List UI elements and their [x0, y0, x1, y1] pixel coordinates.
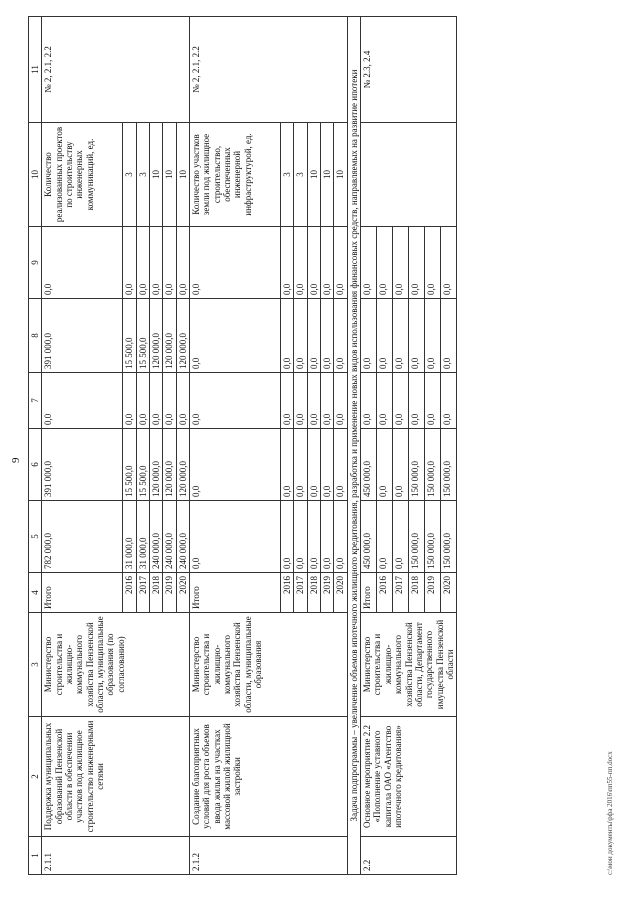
year-cell: 2017 [393, 573, 409, 613]
header-cell: 7 [29, 373, 42, 429]
value-cell: 0,0 [377, 373, 393, 429]
year-cell: 2018 [150, 573, 163, 613]
row-id: 2.1.1 [42, 837, 190, 875]
value-cell: 0,0 [294, 299, 307, 373]
indicator-value: 10 [163, 123, 176, 227]
value-cell: 0,0 [42, 373, 123, 429]
indicator-empty [361, 123, 457, 227]
value-cell: 0,0 [393, 501, 409, 573]
row-id: 2.2 [361, 837, 457, 875]
value-cell: 0,0 [163, 227, 176, 299]
year-cell: 2020 [334, 573, 347, 613]
header-cell: 4 [29, 573, 42, 613]
value-cell: 0,0 [42, 227, 123, 299]
header-cell: 10 [29, 123, 42, 227]
value-cell: 0,0 [281, 373, 294, 429]
value-cell: 0,0 [361, 373, 377, 429]
value-cell: 120 000,0 [163, 429, 176, 501]
year-cell: 2019 [163, 573, 176, 613]
indicator-value: 10 [334, 123, 347, 227]
value-cell: 0,0 [334, 373, 347, 429]
executor: Министерство строительства и жилищно-коммунального хозяйства Пензенской области, Департамент государственного имущества Пензенской области [361, 613, 457, 717]
value-cell: 0,0 [176, 227, 189, 299]
indicator: Количество реализованных проектов по строительству инженерных коммуникаций, ед. [42, 123, 123, 227]
value-cell: 15 500,0 [123, 429, 136, 501]
value-cell: 0,0 [409, 227, 425, 299]
year-cell: 2016 [123, 573, 136, 613]
value-cell: 0,0 [377, 501, 393, 573]
measure-name: Поддержка муниципальных образований Пензенской области в обеспечении участков под жилищное строительство инженерными сетями [42, 717, 190, 837]
measure-name: Основное мероприятие 2.2 «Пополнение уставного капитала ОАО «Агентство ипотечного кредитования» [361, 717, 457, 837]
value-cell: 150 000,0 [441, 429, 457, 501]
value-cell: 120 000,0 [176, 429, 189, 501]
task-row [347, 17, 360, 875]
value-cell: 0,0 [150, 373, 163, 429]
header-cell: 9 [29, 227, 42, 299]
year-cell: 2017 [294, 573, 307, 613]
program-table [28, 16, 457, 875]
value-cell: 150 000,0 [409, 501, 425, 573]
indicator-value: 10 [321, 123, 334, 227]
table-row [42, 17, 123, 875]
header-cell: 3 [29, 613, 42, 717]
value-cell: 0,0 [321, 501, 334, 573]
indicator-value: 3 [294, 123, 307, 227]
indicator-value: 3 [281, 123, 294, 227]
header-cell: 6 [29, 429, 42, 501]
value-cell: 150 000,0 [425, 429, 441, 501]
period-cell: Итого [361, 573, 377, 613]
value-cell: 120 000,0 [150, 429, 163, 501]
indicator-value: 3 [123, 123, 136, 227]
value-cell: 0,0 [190, 373, 281, 429]
value-cell: 0,0 [281, 501, 294, 573]
value-cell: 0,0 [393, 373, 409, 429]
value-cell: 0,0 [190, 299, 281, 373]
header-cell: 5 [29, 501, 42, 573]
value-cell: 120 000,0 [150, 299, 163, 373]
header-cell: 2 [29, 717, 42, 837]
year-cell: 2020 [176, 573, 189, 613]
value-cell: 150 000,0 [441, 501, 457, 573]
value-cell: 0,0 [393, 429, 409, 501]
year-cell: 2020 [441, 573, 457, 613]
value-cell: 150 000,0 [425, 501, 441, 573]
reference: № 2, 2.1, 2.2 [42, 17, 190, 123]
value-cell: 450 000,0 [361, 429, 377, 501]
indicator: Количество участков земли под жилищное строительство, обеспеченных инженерной инфраструктурой, ед. [190, 123, 281, 227]
value-cell: 0,0 [409, 373, 425, 429]
value-cell: 0,0 [441, 373, 457, 429]
value-cell: 240 000,0 [150, 501, 163, 573]
value-cell: 0,0 [281, 299, 294, 373]
value-cell: 0,0 [441, 227, 457, 299]
header-cell: 1 [29, 837, 42, 875]
year-cell: 2017 [136, 573, 149, 613]
value-cell: 391 000,0 [42, 429, 123, 501]
value-cell: 0,0 [307, 227, 320, 299]
executor: Министерство строительства и жилищно-коммунального хозяйства Пензенской области, муниципальные образования [190, 613, 348, 717]
row-id: 2.1.2 [190, 837, 348, 875]
value-cell: 31 000,0 [123, 501, 136, 573]
task-text: Задача подпрограммы – увеличение объемов ипотечного жилищного кредитования, разработка и применение новых видов использования финансовых средств, направляемых на развитие ипотеки [347, 17, 360, 875]
value-cell: 0,0 [190, 429, 281, 501]
value-cell: 120 000,0 [163, 299, 176, 373]
year-cell: 2018 [409, 573, 425, 613]
period-cell: Итого [190, 573, 281, 613]
reference: № 2.3, 2.4 [361, 17, 457, 123]
value-cell: 0,0 [393, 299, 409, 373]
value-cell: 0,0 [190, 227, 281, 299]
value-cell: 0,0 [334, 299, 347, 373]
value-cell: 0,0 [321, 227, 334, 299]
value-cell: 0,0 [377, 299, 393, 373]
header-cell: 11 [29, 17, 42, 123]
value-cell: 150 000,0 [409, 429, 425, 501]
value-cell: 0,0 [425, 373, 441, 429]
footer-file-path: c:\мои документы\рфа 2016\пп55-пп.docx [606, 751, 614, 875]
value-cell: 782 000,0 [42, 501, 123, 573]
executor: Министерство строительства и жилищно-коммунального хозяйства Пензенской области, муниципальные образования (по согласованию) [42, 613, 190, 717]
year-cell: 2016 [281, 573, 294, 613]
measure-name: Создание благоприятных условий для роста объемов ввода жилья на участках массовой жилой жилищной застройки [190, 717, 348, 837]
period-cell: Итого [42, 573, 123, 613]
value-cell: 0,0 [334, 429, 347, 501]
header-row [29, 17, 42, 875]
value-cell: 0,0 [163, 373, 176, 429]
value-cell: 31 000,0 [136, 501, 149, 573]
value-cell: 391 000,0 [42, 299, 123, 373]
value-cell: 120 000,0 [176, 299, 189, 373]
value-cell: 0,0 [321, 299, 334, 373]
header-cell: 8 [29, 299, 42, 373]
value-cell: 240 000,0 [176, 501, 189, 573]
year-cell: 2018 [307, 573, 320, 613]
value-cell: 0,0 [294, 429, 307, 501]
value-cell: 0,0 [150, 227, 163, 299]
year-cell: 2019 [321, 573, 334, 613]
indicator-value: 10 [307, 123, 320, 227]
value-cell: 15 500,0 [136, 429, 149, 501]
value-cell: 0,0 [409, 299, 425, 373]
value-cell: 0,0 [294, 373, 307, 429]
value-cell: 0,0 [123, 373, 136, 429]
value-cell: 240 000,0 [163, 501, 176, 573]
value-cell: 0,0 [123, 227, 136, 299]
year-cell: 2016 [377, 573, 393, 613]
value-cell: 0,0 [294, 501, 307, 573]
value-cell: 0,0 [281, 227, 294, 299]
value-cell: 0,0 [307, 299, 320, 373]
value-cell: 450 000,0 [361, 501, 377, 573]
year-cell: 2019 [425, 573, 441, 613]
value-cell: 0,0 [190, 501, 281, 573]
value-cell: 0,0 [136, 227, 149, 299]
value-cell: 0,0 [321, 373, 334, 429]
table-row [361, 17, 377, 875]
page-number: 9 [10, 457, 22, 463]
value-cell: 15 500,0 [136, 299, 149, 373]
reference: № 2, 2.1, 2.2 [190, 17, 348, 123]
value-cell: 0,0 [334, 501, 347, 573]
value-cell: 0,0 [294, 227, 307, 299]
value-cell: 15 500,0 [123, 299, 136, 373]
value-cell: 0,0 [425, 299, 441, 373]
value-cell: 0,0 [377, 227, 393, 299]
indicator-value: 10 [176, 123, 189, 227]
value-cell: 0,0 [361, 227, 377, 299]
value-cell: 0,0 [334, 227, 347, 299]
table-row [190, 17, 281, 875]
value-cell: 0,0 [307, 501, 320, 573]
value-cell: 0,0 [136, 373, 149, 429]
value-cell: 0,0 [377, 429, 393, 501]
value-cell: 0,0 [176, 373, 189, 429]
value-cell: 0,0 [307, 373, 320, 429]
value-cell: 0,0 [321, 429, 334, 501]
value-cell: 0,0 [361, 299, 377, 373]
value-cell: 0,0 [307, 429, 320, 501]
value-cell: 0,0 [393, 227, 409, 299]
value-cell: 0,0 [441, 299, 457, 373]
indicator-value: 3 [136, 123, 149, 227]
value-cell: 0,0 [425, 227, 441, 299]
indicator-value: 10 [150, 123, 163, 227]
value-cell: 0,0 [281, 429, 294, 501]
